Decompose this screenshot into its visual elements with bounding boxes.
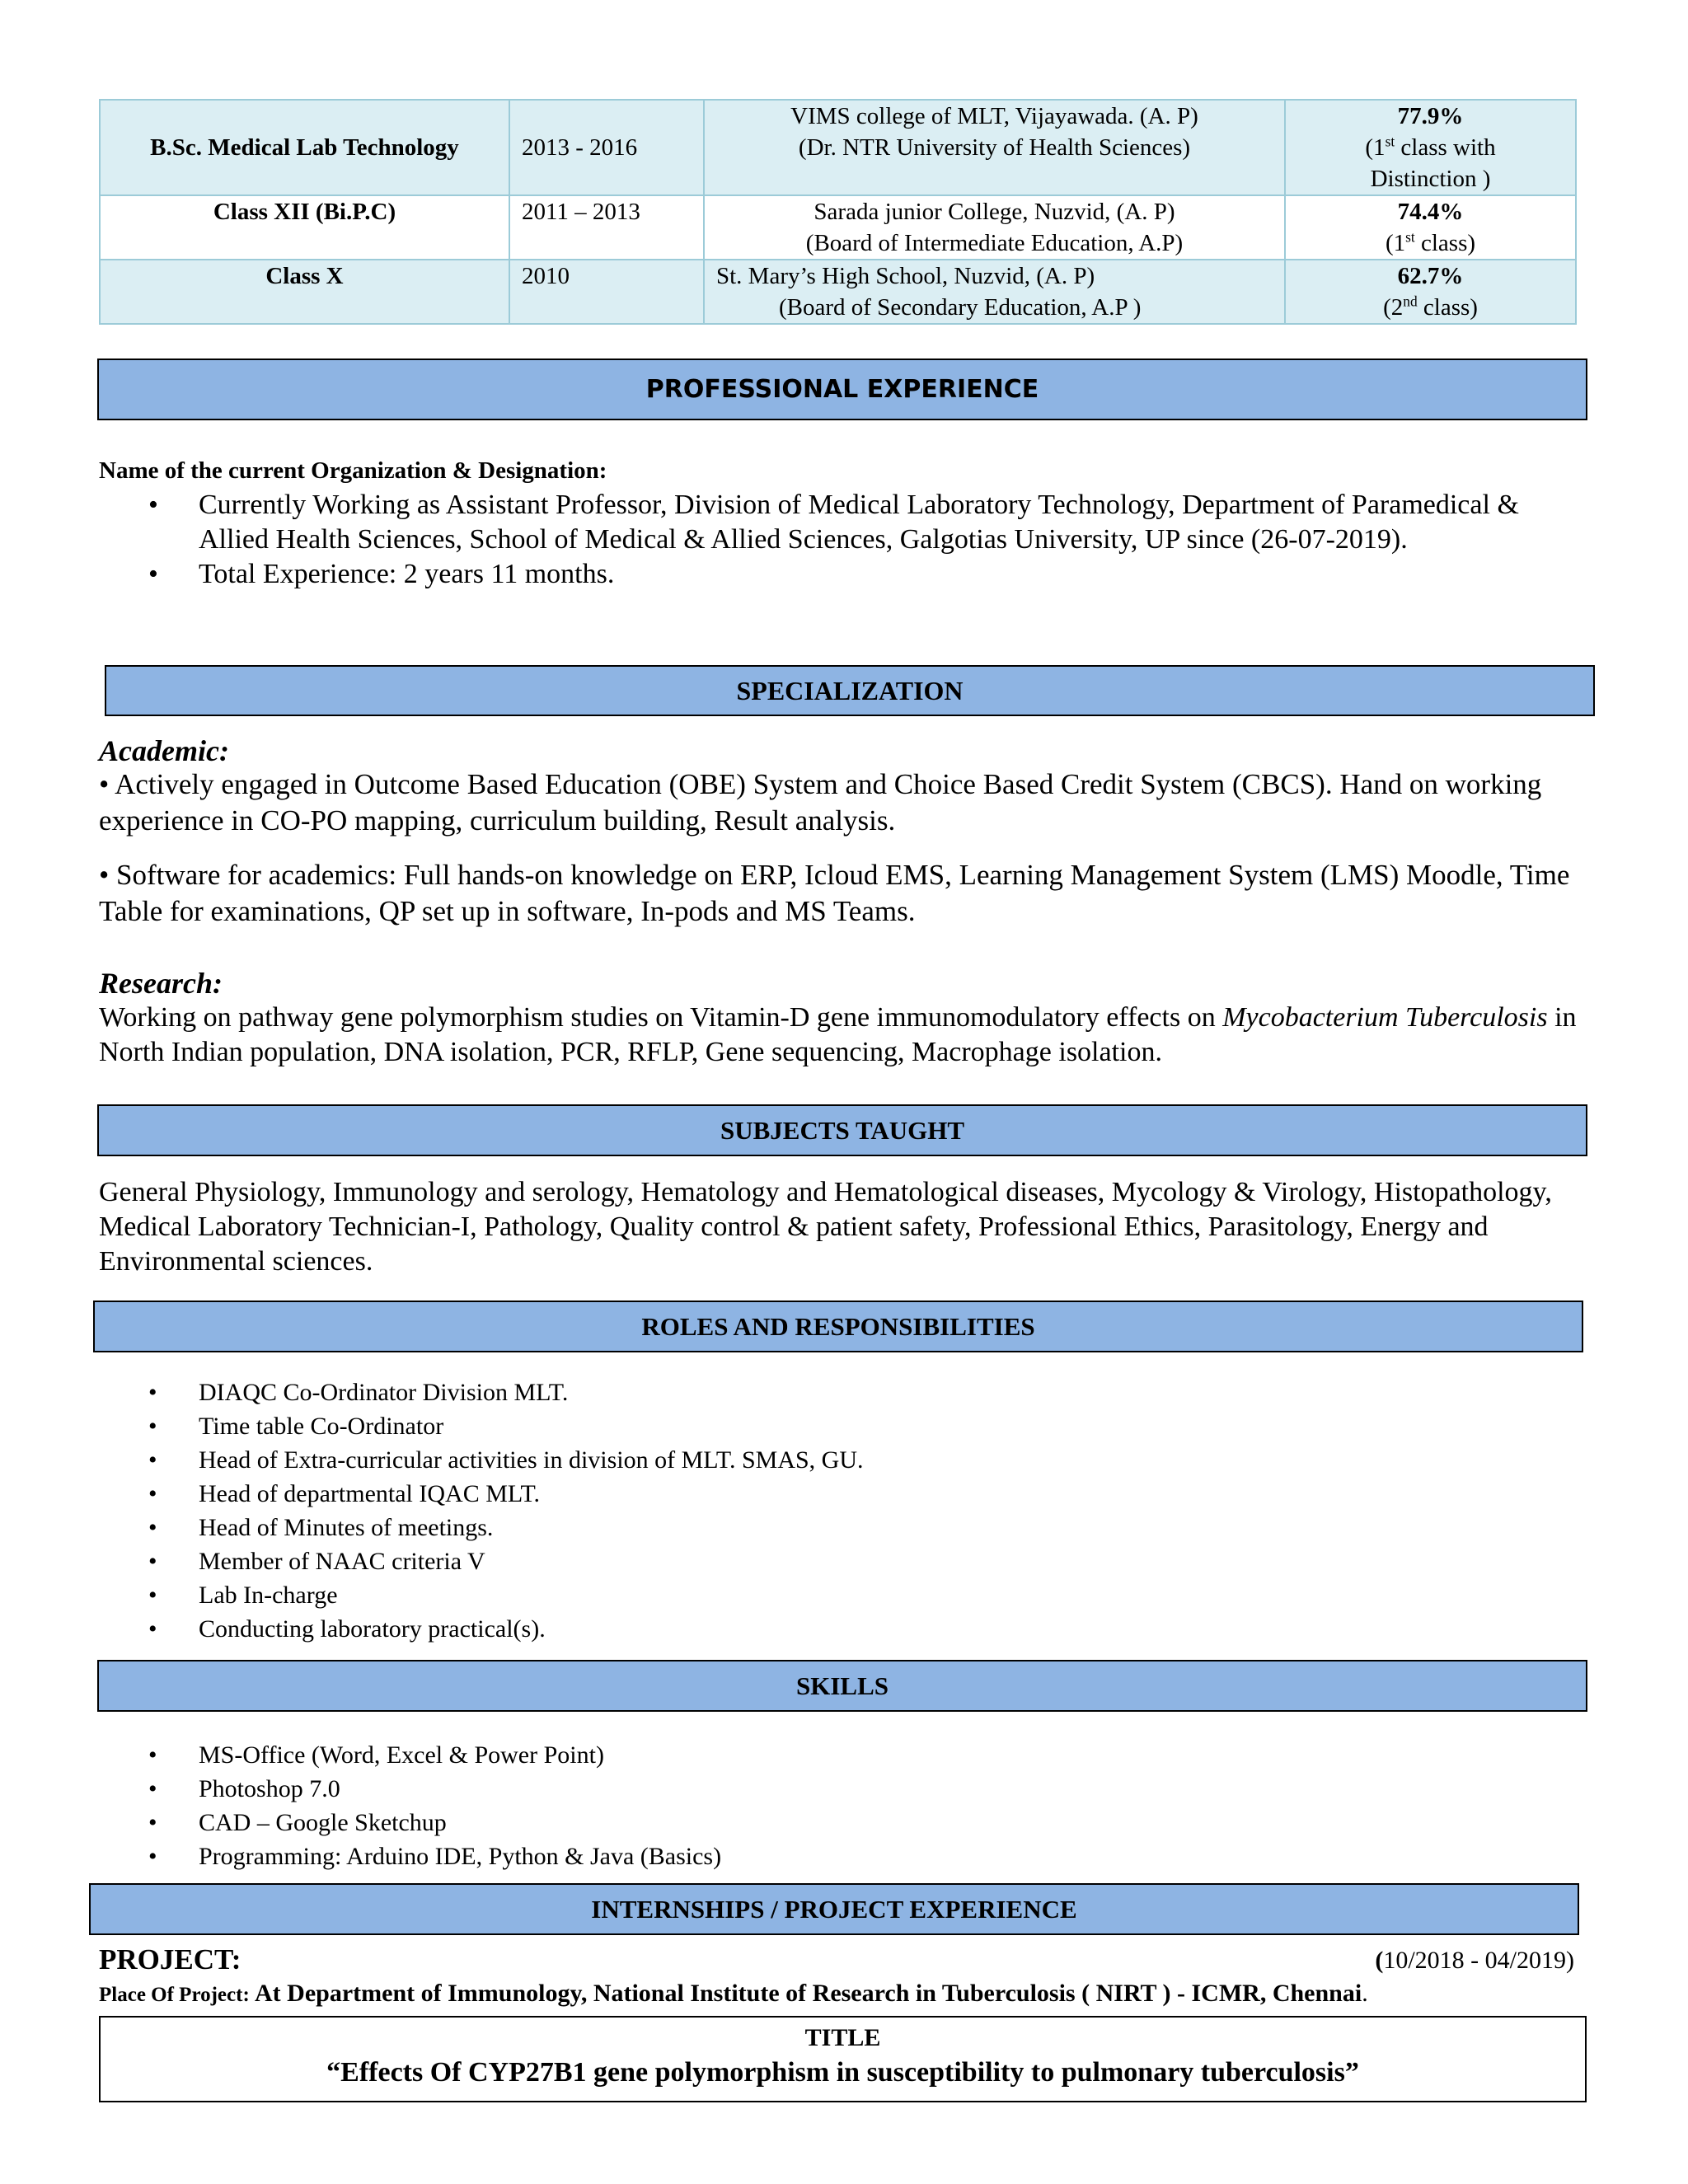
section-header-professional-experience: PROFESSIONAL EXPERIENCE xyxy=(97,359,1587,420)
list-item: • Head of departmental IQAC MLT. xyxy=(99,1477,1587,1511)
list-item: • Programming: Arduino IDE, Python & Java (Basics) xyxy=(99,1840,1587,1873)
list-item: • Head of Extra-curricular activities in division of MLT. SMAS, GU. xyxy=(99,1443,1587,1477)
professional-experience-list xyxy=(99,488,1587,592)
roles-list xyxy=(99,1376,1587,1646)
score-cell: 62.7% (2nd class) xyxy=(1285,260,1576,324)
section-header-subjects-taught: SUBJECTS TAUGHT xyxy=(97,1104,1587,1156)
research-paragraph: Working on pathway gene polymorphism studies on Vitamin-D gene immunomodulatory effects on Mycobacterium Tuberculosis in North Indian population, DNA isolation, PCR, RFLP, Gene sequencing, Macrophage isolation. xyxy=(99,1002,1577,1067)
list-item: • CAD – Google Sketchup xyxy=(99,1806,1587,1840)
list-item: • DIAQC Co-Ordinator Division MLT. xyxy=(99,1376,1587,1409)
education-table xyxy=(99,99,1577,325)
years-cell: 2013 - 2016 xyxy=(509,100,704,195)
academic-heading: Academic: xyxy=(99,734,229,767)
project-place: Place Of Project: At Department of Immunology, National Institute of Research in Tuberculosis ( NIRT ) - ICMR, Chennai. xyxy=(99,1980,1368,2007)
score-cell: 74.4% (1st class) xyxy=(1285,195,1576,260)
table-row xyxy=(100,260,1576,324)
project-title-box xyxy=(99,2016,1587,2102)
years-cell: 2011 – 2013 xyxy=(509,195,704,260)
section-header-internships: INTERNSHIPS / PROJECT EXPERIENCE xyxy=(89,1883,1579,1935)
academic-paragraph-2: • Software for academics: Full hands-on knowledge on ERP, Icloud EMS, Learning Management System (LMS) Moodle, Time Table for examinations, QP set up in software, In-pods and MS Teams. xyxy=(99,859,1570,927)
research-heading: Research: xyxy=(99,967,223,1000)
project-title: “Effects Of CYP27B1 gene polymorphism in susceptibility to pulmonary tuberculosis” xyxy=(326,2057,1359,2088)
list-item: • Head of Minutes of meetings. xyxy=(99,1511,1587,1544)
score-cell: 77.9% (1st class with Distinction ) xyxy=(1285,100,1576,195)
degree-cell: Class X xyxy=(100,260,509,324)
institution-cell: St. Mary’s High School, Nuzvid, (A. P) (Board of Secondary Education, A.P ) xyxy=(704,260,1285,324)
project-dates: (10/2018 - 04/2019) xyxy=(1375,1947,1574,1974)
list-item: • Time table Co-Ordinator xyxy=(99,1409,1587,1443)
institution-cell: VIMS college of MLT, Vijayawada. (A. P) (Dr. NTR University of Health Sciences) xyxy=(704,100,1285,195)
table-row xyxy=(100,195,1576,260)
project-label: PROJECT: xyxy=(99,1943,241,1975)
list-item: • Conducting laboratory practical(s). xyxy=(99,1612,1587,1646)
current-organization-label: Name of the current Organization & Designation: xyxy=(99,457,607,484)
section-header-specialization: SPECIALIZATION xyxy=(105,665,1595,716)
years-cell: 2010 xyxy=(509,260,704,324)
degree-cell: B.Sc. Medical Lab Technology xyxy=(100,100,509,195)
academic-paragraph-1: • Actively engaged in Outcome Based Education (OBE) System and Choice Based Credit System (CBCS). Hand on working experience in CO-PO mapping, curriculum building, Result analysis. xyxy=(99,768,1542,837)
list-item: • Total Experience: 2 years 11 months. xyxy=(99,557,1587,592)
list-item: • MS-Office (Word, Excel & Power Point) xyxy=(99,1738,1587,1772)
list-item: • Photoshop 7.0 xyxy=(99,1772,1587,1806)
list-item: • Member of NAAC criteria V xyxy=(99,1544,1587,1578)
subjects-taught-text: General Physiology, Immunology and serology, Hematology and Hematological diseases, Mycology & Virology, Histopathology, Medical Laboratory Technician-I, Pathology, Quality control & patient safety, Professional Ethics, Parasitology, Energy and Environmental sciences. xyxy=(99,1177,1552,1277)
section-header-roles-and-responsibilities: ROLES AND RESPONSIBILITIES xyxy=(93,1301,1583,1352)
degree-cell: Class XII (Bi.P.C) xyxy=(100,195,509,260)
project-title-label: TITLE xyxy=(804,2024,881,2051)
institution-cell: Sarada junior College, Nuzvid, (A. P) (Board of Intermediate Education, A.P) xyxy=(704,195,1285,260)
list-item: • Lab In-charge xyxy=(99,1578,1587,1612)
section-header-skills: SKILLS xyxy=(97,1660,1587,1712)
list-item: • Currently Working as Assistant Professor, Division of Medical Laboratory Technology, Department of Paramedical & Allied Health Sciences, School of Medical & Allied Sciences, Galgotias University, UP since (26-07-2019). xyxy=(99,488,1587,557)
table-row xyxy=(100,100,1576,195)
skills-list xyxy=(99,1738,1587,1873)
